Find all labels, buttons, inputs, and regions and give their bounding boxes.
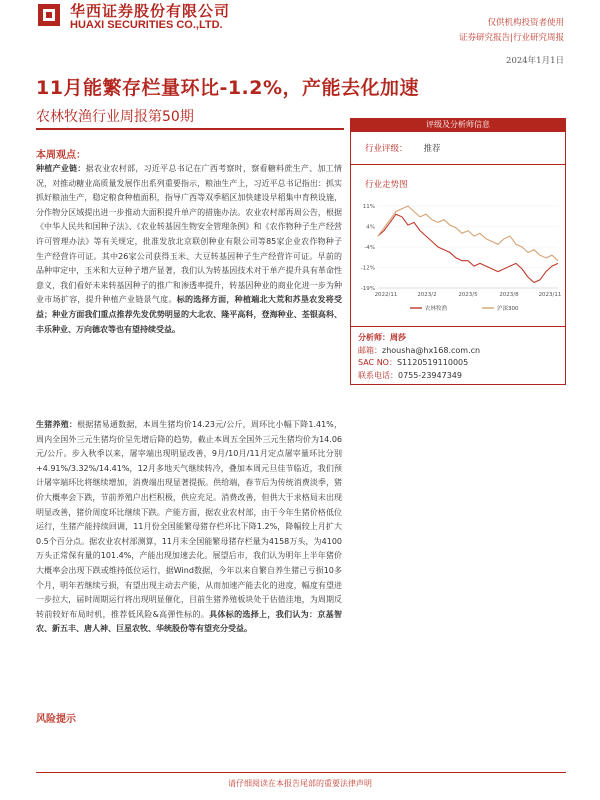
paragraph-highlight: 标的选择方面，种植端北大荒和苏垦农发将受益；种业方面我们重点推荐先发优势明显的大北农、隆平高科，登海种业、荃银高科、丰乐种业、万向德农等也有望持续受益。 — [36, 295, 343, 334]
section-title-risk: 风险提示 — [36, 714, 76, 725]
report-title: 11月能繁存栏量环比-1.2%，产能去化加速 — [36, 77, 420, 99]
x-tick-label: 2022/11 — [374, 292, 398, 298]
paragraph-text: 据农业农村部，习近平总书记在广西考察时，察看糖料蔗生产、加工情况，对推动糖业高质量发展作出系列重要指示，粮油生产上，习近平总书记指出：抓实抓好粮油生产，稳定粮食种植面积，指导广西等双季稻区加快建设早稻集中育秧设施，分作物分区域提出进一步推动大面积提升单产的措施办法。农业农村部再周公告，根据《中华人民共和国种子法》、《农业转基因生物安全管理条例》和《农作物种子生产经营许可管理办法》等有关规定，批准发放北京联创种业有限公司等85家企业农作物种子生产经营许可证。其中26家公司获得玉米、大豆转基因种子生产经营许可证。早前的品种审定中，玉米和大豆种子增产显著，我们认为转基因技术对于单产提升具有革命性意义，我们看好未来转基因种子的推广和渗透率提升，转基因种业的商业化进一步为种业市场扩容，提升种植产业链景气度。 — [36, 164, 343, 305]
industry-trend-chart — [352, 196, 564, 318]
analyst-sac: S1120519110005 — [396, 358, 469, 367]
rating-label: 行业评级： — [365, 144, 408, 154]
paragraph-lead: 种植产业链： — [36, 164, 86, 173]
paragraph-text: 根据猪易通数据，本周生猪均价14.23元/公斤，周环比小幅下降1.41%，周内全国外三元生猪均价呈先增后降的趋势，截止本周五全国外三元生猪均价为14.06元/公斤。步入秋季以来，屠宰端出现明显改善，9月/10月/11月定点屠宰量环比分别+4.91%/3.32%/14.41%，12月多地天气继续转冷，叠加本周元旦佳节临近，我们预计屠宰端环比将继续增加，消费端出现显著提振。供给端，春节后为传统消费淡季，猪价大概率会下跌，节前养殖户出栏积极，供应充足。消费改善，但供大于求格局未出现明显改善，猪价周度环比继续下跌。产能方面，据农业农村部，由于今年生猪价格低位运行，生猪产能持续回调，11月份全国能繁母猪存栏环比下降1.2%，降幅较上月扩大0.5个百分点。据农业农村部测算，11月末全国能繁母猪存栏量为4158万头，为4100万头正常保有量的101.4%，产能出现加速去化。展望后市，我们认为明年上半年猪价大概率会出现下跌或维持低位运行，据Wind数据，今年以来自繁自养生猪已亏损10多个月，明年若继续亏损，有望出现主动去产能，从而加速产能去化的进度，幅度有望进一步拉大，届时周期运行将出现明显催化，目前生猪养殖板块处于估值洼地，为周期反转前较好布局时机，推荐低风险&高弹性标的。 — [36, 420, 342, 619]
legend-label: 沪深300 — [497, 306, 519, 312]
legend-label: 农林牧渔 — [425, 306, 448, 312]
y-tick-label: -4% — [364, 245, 375, 251]
y-tick-label: -12% — [360, 265, 375, 272]
email-label: 邮箱： — [358, 345, 382, 355]
paragraph-hog-farming — [36, 418, 342, 637]
company-name-cn: 华西证券股份有限公司 — [70, 2, 231, 20]
y-tick-label: 4% — [366, 224, 375, 231]
sidebar-header: 评级及分析师信息 — [350, 118, 566, 132]
header-audience-note: 仅供机构投资者使用 — [487, 18, 564, 28]
sidebar-divider — [350, 326, 566, 327]
phone-label: 联系电话： — [358, 370, 398, 380]
analyst-phone: 0755-23947349 — [398, 370, 462, 380]
x-tick-label: 2023/2 — [417, 292, 437, 298]
x-tick-label: 2023/11 — [538, 292, 562, 298]
title-divider — [36, 128, 344, 130]
paragraph-highlight: 具体标的选择上，我们认为：京基智农、新五丰、唐人神、巨星农牧、华统股份等有望充分受益。 — [36, 609, 342, 634]
trend-chart-title: 行业走势图 — [365, 180, 408, 190]
industry-rating — [365, 142, 441, 154]
analyst-label: 分析师： — [358, 333, 390, 342]
sac-label: SAC NO： — [358, 358, 397, 367]
footer-divider — [36, 772, 566, 773]
rating-value: 推荐 — [423, 144, 441, 154]
paragraph-lead: 生猪养殖： — [36, 420, 78, 429]
series-line — [378, 206, 558, 261]
legal-disclaimer-note: 请仔细阅读在本报告尾部的重要法律声明 — [228, 779, 372, 788]
analyst-info — [358, 332, 480, 382]
x-tick-label: 2023/5 — [458, 292, 478, 298]
company-name-en: HUAXI SECURITIES CO.,LTD. — [70, 19, 223, 31]
series-line — [378, 214, 558, 282]
paragraph-crop-chain — [36, 162, 342, 337]
report-date: 2024年1月1日 — [506, 56, 564, 66]
analyst-name: 周莎 — [390, 333, 406, 342]
report-subtitle: 农林牧渔行业周报第50期 — [36, 109, 194, 125]
y-tick-label: 11% — [362, 204, 375, 210]
company-logo-icon — [36, 2, 62, 28]
y-tick-label: -19% — [360, 286, 375, 292]
analyst-email[interactable]: zhousha@hx168.com.cn — [382, 345, 481, 355]
x-tick-label: 2023/8 — [499, 292, 519, 298]
section-title-views: 本周观点： — [36, 150, 86, 161]
sidebar-divider — [350, 164, 566, 165]
header-report-type: 证券研究报告|行业研究周报 — [459, 33, 564, 43]
